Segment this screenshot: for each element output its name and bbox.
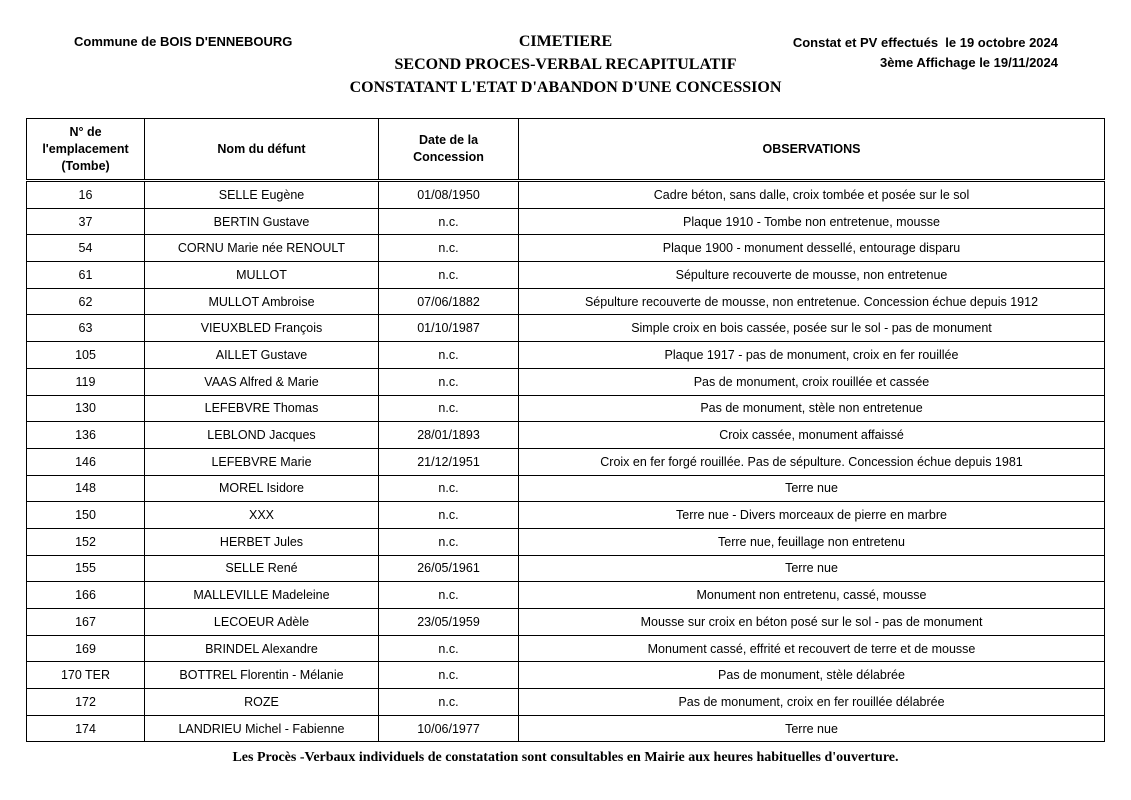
footer-note: Les Procès -Verbaux individuels de constatation sont consultables en Mairie aux heures habituelles d'ouverture. <box>232 750 899 765</box>
cell-emplacement: 130 <box>27 395 145 422</box>
table-row <box>27 208 1105 235</box>
cell-emplacement: 119 <box>27 368 145 395</box>
cell-date: 21/12/1951 <box>379 448 519 475</box>
cell-observations: Plaque 1910 - Tombe non entretenue, mousse <box>519 208 1105 235</box>
cell-observations: Mousse sur croix en béton posé sur le sol - pas de monument <box>519 609 1105 636</box>
cell-nom: HERBET Jules <box>145 528 379 555</box>
cell-observations: Terre nue <box>519 555 1105 582</box>
cell-emplacement: 54 <box>27 235 145 262</box>
cell-observations: Terre nue, feuillage non entretenu <box>519 528 1105 555</box>
constat-date: Constat et PV effectués le 19 octobre 2024 <box>792 35 1058 50</box>
cell-emplacement: 148 <box>27 475 145 502</box>
table-row <box>27 635 1105 662</box>
cell-emplacement: 167 <box>27 609 145 636</box>
cell-observations: Pas de monument, stèle non entretenue <box>519 395 1105 422</box>
cell-nom: VAAS Alfred & Marie <box>145 368 379 395</box>
cell-date: n.c. <box>379 208 519 235</box>
cell-nom: MULLOT <box>145 262 379 289</box>
cell-date: n.c. <box>379 635 519 662</box>
header-observations: OBSERVATIONS <box>519 119 1105 181</box>
cell-nom: XXX <box>145 502 379 529</box>
cell-nom: LEFEBVRE Marie <box>145 448 379 475</box>
cell-date: 28/01/1893 <box>379 422 519 449</box>
table-row <box>27 555 1105 582</box>
table-row <box>27 528 1105 555</box>
cell-observations: Monument cassé, effrité et recouvert de terre et de mousse <box>519 635 1105 662</box>
cell-observations: Terre nue <box>519 715 1105 742</box>
header-nom: Nom du défunt <box>145 119 379 181</box>
cell-date: 01/10/1987 <box>379 315 519 342</box>
cell-nom: ROZE <box>145 689 379 716</box>
cell-observations: Monument non entretenu, cassé, mousse <box>519 582 1105 609</box>
title-line-3: CONSTATANT L'ETAT D'ABANDON D'UNE CONCESSION <box>349 79 782 96</box>
header-emplacement: N° de l'emplacement (Tombe) <box>27 119 145 181</box>
cell-emplacement: 37 <box>27 208 145 235</box>
table-header-row <box>27 119 1105 181</box>
table-row <box>27 368 1105 395</box>
cell-date: n.c. <box>379 262 519 289</box>
cell-nom: VIEUXBLED François <box>145 315 379 342</box>
cell-date: n.c. <box>379 502 519 529</box>
header-date: Date de la Concession <box>379 119 519 181</box>
cell-nom: BRINDEL Alexandre <box>145 635 379 662</box>
table-row <box>27 288 1105 315</box>
cell-observations: Plaque 1917 - pas de monument, croix en fer rouillée <box>519 342 1105 369</box>
cell-observations: Pas de monument, stèle délabrée <box>519 662 1105 689</box>
affichage-date: 3ème Affichage le 19/11/2024 <box>879 55 1058 70</box>
cell-date: n.c. <box>379 235 519 262</box>
commune-name: Commune de BOIS D'ENNEBOURG <box>74 34 293 49</box>
cell-date: n.c. <box>379 662 519 689</box>
cell-emplacement: 172 <box>27 689 145 716</box>
table-row <box>27 475 1105 502</box>
table-row <box>27 235 1105 262</box>
cell-emplacement: 16 <box>27 181 145 209</box>
table-row <box>27 422 1105 449</box>
cell-nom: SELLE René <box>145 555 379 582</box>
cell-emplacement: 62 <box>27 288 145 315</box>
cell-date: 26/05/1961 <box>379 555 519 582</box>
cell-date: n.c. <box>379 689 519 716</box>
cell-nom: SELLE Eugène <box>145 181 379 209</box>
cell-date: n.c. <box>379 582 519 609</box>
cell-date: n.c. <box>379 342 519 369</box>
table-row <box>27 582 1105 609</box>
cell-observations: Sépulture recouverte de mousse, non entretenue. Concession échue depuis 1912 <box>519 288 1105 315</box>
title-line-2: SECOND PROCES-VERBAL RECAPITULATIF <box>394 56 737 73</box>
table-row <box>27 262 1105 289</box>
cell-nom: BOTTREL Florentin - Mélanie <box>145 662 379 689</box>
cell-nom: AILLET Gustave <box>145 342 379 369</box>
cell-emplacement: 166 <box>27 582 145 609</box>
cell-nom: LEBLOND Jacques <box>145 422 379 449</box>
cell-nom: LECOEUR Adèle <box>145 609 379 636</box>
concessions-table <box>26 118 1105 742</box>
table-row <box>27 315 1105 342</box>
cell-date: n.c. <box>379 528 519 555</box>
cell-observations: Pas de monument, croix en fer rouillée délabrée <box>519 689 1105 716</box>
cell-emplacement: 169 <box>27 635 145 662</box>
cell-date: 07/06/1882 <box>379 288 519 315</box>
cell-nom: CORNU Marie née RENOULT <box>145 235 379 262</box>
cell-emplacement: 170 TER <box>27 662 145 689</box>
cell-emplacement: 152 <box>27 528 145 555</box>
cell-observations: Plaque 1900 - monument dessellé, entourage disparu <box>519 235 1105 262</box>
cell-emplacement: 146 <box>27 448 145 475</box>
cell-nom: LANDRIEU Michel - Fabienne <box>145 715 379 742</box>
cell-observations: Sépulture recouverte de mousse, non entretenue <box>519 262 1105 289</box>
cell-observations: Terre nue - Divers morceaux de pierre en marbre <box>519 502 1105 529</box>
table-row <box>27 342 1105 369</box>
table-row <box>27 181 1105 209</box>
cell-observations: Terre nue <box>519 475 1105 502</box>
cell-observations: Pas de monument, croix rouillée et cassée <box>519 368 1105 395</box>
date-info <box>793 33 1058 73</box>
cell-emplacement: 105 <box>27 342 145 369</box>
cell-observations: Croix cassée, monument affaissé <box>519 422 1105 449</box>
cell-date: n.c. <box>379 475 519 502</box>
title-line-1: CIMETIERE <box>518 33 613 50</box>
cell-observations: Simple croix en bois cassée, posée sur le sol - pas de monument <box>519 315 1105 342</box>
cell-emplacement: 136 <box>27 422 145 449</box>
cell-emplacement: 61 <box>27 262 145 289</box>
cell-nom: MOREL Isidore <box>145 475 379 502</box>
cell-nom: BERTIN Gustave <box>145 208 379 235</box>
table-row <box>27 448 1105 475</box>
cell-date: 01/08/1950 <box>379 181 519 209</box>
cell-observations: Croix en fer forgé rouillée. Pas de sépulture. Concession échue depuis 1981 <box>519 448 1105 475</box>
cell-nom: MULLOT Ambroise <box>145 288 379 315</box>
cell-date: 23/05/1959 <box>379 609 519 636</box>
table-row <box>27 502 1105 529</box>
cell-emplacement: 150 <box>27 502 145 529</box>
cell-nom: MALLEVILLE Madeleine <box>145 582 379 609</box>
cell-date: 10/06/1977 <box>379 715 519 742</box>
table-row <box>27 689 1105 716</box>
cell-nom: LEFEBVRE Thomas <box>145 395 379 422</box>
table-row <box>27 662 1105 689</box>
cell-emplacement: 63 <box>27 315 145 342</box>
cell-date: n.c. <box>379 368 519 395</box>
table-row <box>27 395 1105 422</box>
table-row <box>27 609 1105 636</box>
cell-emplacement: 174 <box>27 715 145 742</box>
table-row <box>27 715 1105 742</box>
cell-date: n.c. <box>379 395 519 422</box>
cell-emplacement: 155 <box>27 555 145 582</box>
cell-observations: Cadre béton, sans dalle, croix tombée et posée sur le sol <box>519 181 1105 209</box>
